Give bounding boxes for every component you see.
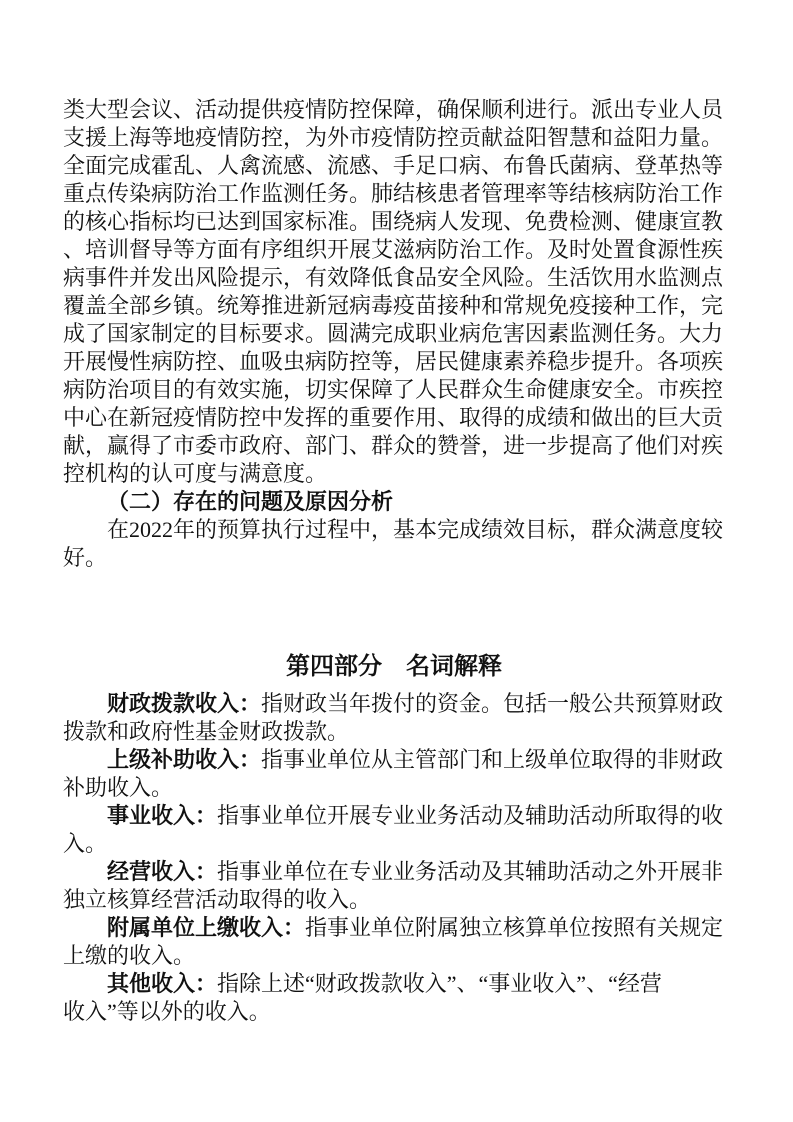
- body-line: 、培训督导等方面有序组织开展艾滋病防治工作。及时处置食源性疾: [63, 237, 724, 262]
- term-entry-line: [63, 802, 725, 830]
- term-entry-line: [63, 690, 725, 718]
- term-continuation-line: 独立核算经营活动取得的收入。: [63, 887, 372, 912]
- body-line: 开展慢性病防控、血吸虫病防控等，居民健康素养稳步提升。各项疾: [63, 349, 724, 374]
- term-continuation-line: 上缴的收入。: [63, 943, 196, 968]
- term-definition: 指财政当年拨付的资金。包括一般公共预算财政: [261, 691, 724, 716]
- term-continuation-line: 入。: [63, 831, 108, 856]
- term-continuation-line: 收入”等以外的收入。: [63, 999, 271, 1024]
- term-entry-line: [63, 746, 725, 774]
- part4-heading: 第四部分 名词解释: [286, 654, 502, 680]
- body-line: 覆盖全部乡镇。统筹推进新冠病毒疫苗接种和常规免疫接种工作，完: [63, 293, 724, 318]
- body-line: 类大型会议、活动提供疫情防控保障，确保顺利进行。派出专业人员: [63, 97, 724, 122]
- body-line: 病防治项目的有效实施，切实保障了人民群众生命健康安全。市疾控: [63, 377, 724, 402]
- term-continuation-line: 拨款和政府性基金财政拨款。: [63, 719, 350, 744]
- term-definition: 指除上述“财政拨款收入”、“事业收入”、“经营: [217, 971, 662, 996]
- body-line: 成了国家制定的目标要求。圆满完成职业病危害因素监测任务。大力: [63, 321, 724, 346]
- term-name: 附属单位上缴收入：: [107, 915, 306, 940]
- section-gap: [63, 572, 725, 652]
- body-line: 全面完成霍乱、人禽流感、流感、手足口病、布鲁氏菌病、登革热等: [63, 153, 724, 178]
- body-line: 中心在新冠疫情防控中发挥的重要作用、取得的成绩和做出的巨大贡: [63, 405, 724, 430]
- body-line: 支援上海等地疫情防控，为外市疫情防控贡献益阳智慧和益阳力量。: [63, 125, 724, 150]
- body-line: 控机构的认可度与满意度。: [63, 461, 328, 486]
- term-name: 事业收入：: [107, 803, 218, 828]
- term-name: 其他收入：: [107, 971, 218, 996]
- body-line: 献，赢得了市委市政府、部门、群众的赞誉，进一步提高了他们对疾: [63, 433, 724, 458]
- body-line: 的核心指标均已达到国家标准。围绕病人发现、免费检测、健康宣教: [63, 209, 724, 234]
- term-name: 经营收入：: [107, 859, 218, 884]
- term-name: 财政拨款收入：: [107, 691, 262, 716]
- term-definition: 指事业单位附属独立核算单位按照有关规定: [305, 915, 724, 940]
- term-entry-line: [63, 858, 725, 886]
- term-entry-line: [63, 970, 725, 998]
- document-body: [63, 96, 725, 1026]
- problems-line: 好。: [63, 545, 108, 570]
- term-entry-line: [63, 914, 725, 942]
- term-definition: 指事业单位从主管部门和上级单位取得的非财政: [261, 747, 724, 772]
- body-line: 病事件并发出风险提示，有效降低食品安全风险。生活饮用水监测点: [63, 265, 724, 290]
- problems-line: 在2022年的预算执行过程中，基本完成绩效目标，群众满意度较: [107, 517, 724, 542]
- term-definition: 指事业单位在专业业务活动及其辅助活动之外开展非: [217, 859, 724, 884]
- term-definition: 指事业单位开展专业业务活动及辅助活动所取得的收: [217, 803, 724, 828]
- term-name: 上级补助收入：: [107, 747, 262, 772]
- term-continuation-line: 补助收入。: [63, 775, 174, 800]
- body-line: 重点传染病防治工作监测任务。肺结核患者管理率等结核病防治工作: [63, 181, 724, 206]
- problems-section-heading: （二）存在的问题及原因分析: [107, 489, 394, 514]
